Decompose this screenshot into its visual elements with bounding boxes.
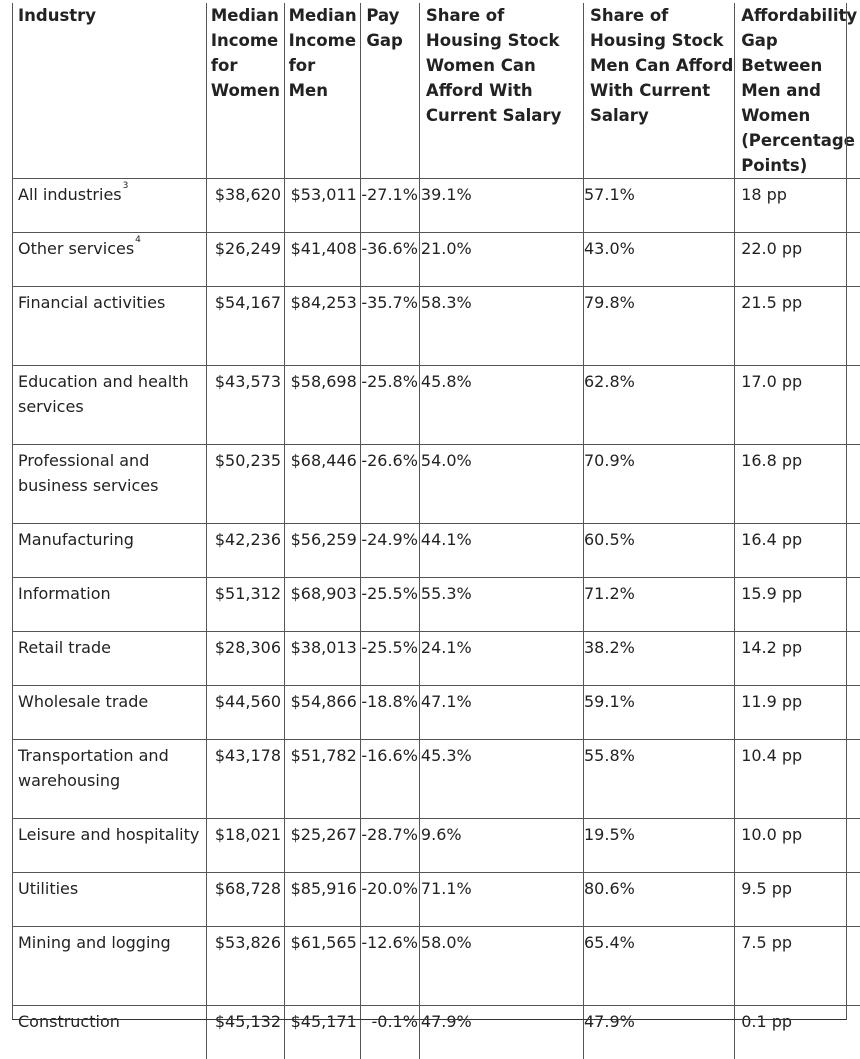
table-row (12, 873, 860, 927)
table-row (12, 686, 860, 740)
share-men-cell-text: 79.8% (584, 293, 635, 312)
pay-gap-cell-text: -25.5% (361, 584, 418, 603)
industry-cell (12, 233, 206, 287)
share-women-cell-text: 21.0% (421, 239, 472, 258)
median-income-women-cell (206, 686, 284, 740)
median-income-men-cell (284, 873, 361, 927)
affordability-gap-cell-text: 9.5 pp (741, 879, 792, 898)
pay-gap-cell (361, 578, 420, 632)
median-income-women-cell-text: $28,306 (215, 638, 281, 657)
median-income-women-cell-text: $54,167 (215, 293, 281, 312)
share-women-cell (419, 873, 583, 927)
share-men-cell (584, 524, 735, 578)
header-share-men: Share of Housing Stock Men Can Afford With Current Salary (584, 3, 735, 179)
industry-cell-text: Mining and logging (18, 933, 171, 952)
median-income-men-cell (284, 524, 361, 578)
median-income-men-cell (284, 445, 361, 524)
affordability-gap-cell-text: 22.0 pp (741, 239, 802, 258)
median-income-men-cell (284, 366, 361, 445)
share-men-cell (584, 632, 735, 686)
table-row (12, 632, 860, 686)
table-row (12, 1006, 860, 1059)
median-income-men-cell-text: $25,267 (291, 825, 357, 844)
share-women-cell (419, 632, 583, 686)
share-men-cell-text: 38.2% (584, 638, 635, 657)
affordability-gap-cell-text: 0.1 pp (741, 1012, 792, 1031)
share-men-cell-text: 62.8% (584, 372, 635, 391)
pay-gap-cell (361, 632, 420, 686)
header-affordability-gap: Affordability Gap Between Men and Women (Percentage Points) (735, 3, 860, 179)
footnote-marker: 4 (135, 235, 141, 245)
median-income-men-cell-text: $56,259 (291, 530, 357, 549)
affordability-gap-cell-text: 7.5 pp (741, 933, 792, 952)
share-women-cell (419, 366, 583, 445)
industry-cell (12, 445, 206, 524)
share-men-cell (584, 233, 735, 287)
median-income-women-cell-text: $50,235 (215, 451, 281, 470)
affordability-gap-cell (735, 686, 860, 740)
affordability-gap-cell-text: 18 pp (741, 185, 787, 204)
industry-cell (12, 366, 206, 445)
pay-gap-cell (361, 927, 420, 1006)
median-income-men-cell (284, 578, 361, 632)
median-income-women-cell (206, 287, 284, 366)
share-women-cell-text: 58.0% (421, 933, 472, 952)
median-income-men-cell-text: $45,171 (291, 1012, 357, 1031)
header-industry: Industry (12, 3, 206, 179)
median-income-men-cell-text: $54,866 (291, 692, 357, 711)
table-row (12, 179, 860, 233)
pay-gap-cell-text: -24.9% (361, 530, 418, 549)
pay-gap-cell-text: -27.1% (361, 185, 418, 204)
pay-gap-cell-text: -35.7% (361, 293, 418, 312)
median-income-women-cell-text: $26,249 (215, 239, 281, 258)
share-women-cell-text: 45.3% (421, 746, 472, 765)
industry-cell (12, 1006, 206, 1059)
share-men-cell (584, 819, 735, 873)
median-income-women-cell-text: $38,620 (215, 185, 281, 204)
median-income-men-cell (284, 686, 361, 740)
share-women-cell (419, 740, 583, 819)
share-women-cell-text: 55.3% (421, 584, 472, 603)
table-header-row (12, 3, 860, 179)
industry-cell (12, 927, 206, 1006)
median-income-men-cell-text: $58,698 (291, 372, 357, 391)
affordability-gap-cell (735, 233, 860, 287)
table-row (12, 819, 860, 873)
median-income-women-cell (206, 1006, 284, 1059)
median-income-men-cell (284, 927, 361, 1006)
affordability-gap-cell-text: 10.0 pp (741, 825, 802, 844)
affordability-gap-cell-text: 21.5 pp (741, 293, 802, 312)
pay-gap-cell (361, 287, 420, 366)
median-income-men-cell (284, 1006, 361, 1059)
share-men-cell-text: 71.2% (584, 584, 635, 603)
housing-affordability-table-container (12, 3, 860, 1059)
median-income-men-cell-text: $41,408 (291, 239, 357, 258)
pay-gap-cell-text: -16.6% (361, 746, 418, 765)
share-men-cell-text: 65.4% (584, 933, 635, 952)
median-income-women-cell-text: $18,021 (215, 825, 281, 844)
table-row (12, 366, 860, 445)
median-income-women-cell-text: $42,236 (215, 530, 281, 549)
pay-gap-cell (361, 740, 420, 819)
median-income-women-cell (206, 179, 284, 233)
share-men-cell-text: 59.1% (584, 692, 635, 711)
pay-gap-cell-text: -25.5% (361, 638, 418, 657)
share-men-cell-text: 80.6% (584, 879, 635, 898)
pay-gap-cell-text: -25.8% (361, 372, 418, 391)
share-men-cell-text: 60.5% (584, 530, 635, 549)
header-pay-gap: Pay Gap (361, 3, 420, 179)
median-income-men-cell (284, 233, 361, 287)
median-income-men-cell-text: $68,903 (291, 584, 357, 603)
table-row (12, 287, 860, 366)
share-women-cell (419, 287, 583, 366)
affordability-gap-cell-text: 17.0 pp (741, 372, 802, 391)
share-women-cell (419, 233, 583, 287)
table-body (12, 179, 860, 1059)
pay-gap-cell-text: -0.1% (372, 1012, 418, 1031)
pay-gap-cell-text: -26.6% (361, 451, 418, 470)
share-women-cell-text: 47.1% (421, 692, 472, 711)
industry-cell (12, 578, 206, 632)
industry-cell (12, 524, 206, 578)
share-men-cell-text: 55.8% (584, 746, 635, 765)
median-income-men-cell (284, 632, 361, 686)
share-men-cell (584, 740, 735, 819)
share-women-cell (419, 179, 583, 233)
industry-cell (12, 819, 206, 873)
affordability-gap-cell-text: 11.9 pp (741, 692, 802, 711)
median-income-women-cell-text: $51,312 (215, 584, 281, 603)
share-women-cell (419, 927, 583, 1006)
pay-gap-cell-text: -12.6% (361, 933, 418, 952)
median-income-men-cell (284, 740, 361, 819)
share-men-cell (584, 179, 735, 233)
affordability-gap-cell (735, 445, 860, 524)
pay-gap-cell-text: -20.0% (361, 879, 418, 898)
industry-cell-text: Retail trade (18, 638, 111, 657)
share-men-cell (584, 927, 735, 1006)
share-women-cell-text: 9.6% (421, 825, 462, 844)
affordability-gap-cell (735, 632, 860, 686)
affordability-gap-cell (735, 287, 860, 366)
pay-gap-cell-text: -18.8% (361, 692, 418, 711)
median-income-men-cell-text: $85,916 (291, 879, 357, 898)
affordability-gap-cell (735, 366, 860, 445)
affordability-gap-cell-text: 16.4 pp (741, 530, 802, 549)
header-median-income-men: Median Income for Men (284, 3, 361, 179)
share-women-cell-text: 39.1% (421, 185, 472, 204)
share-women-cell (419, 819, 583, 873)
affordability-gap-cell-text: 16.8 pp (741, 451, 802, 470)
affordability-gap-cell-text: 14.2 pp (741, 638, 802, 657)
median-income-men-cell-text: $38,013 (291, 638, 357, 657)
median-income-women-cell (206, 366, 284, 445)
pay-gap-cell (361, 179, 420, 233)
share-women-cell (419, 578, 583, 632)
share-men-cell (584, 366, 735, 445)
share-men-cell-text: 19.5% (584, 825, 635, 844)
share-men-cell-text: 47.9% (584, 1012, 635, 1031)
share-women-cell-text: 24.1% (421, 638, 472, 657)
median-income-men-cell-text: $53,011 (291, 185, 357, 204)
industry-cell-text: Other services (18, 239, 134, 258)
median-income-women-cell (206, 445, 284, 524)
share-men-cell (584, 686, 735, 740)
affordability-gap-cell-text: 15.9 pp (741, 584, 802, 603)
median-income-women-cell (206, 873, 284, 927)
share-women-cell (419, 445, 583, 524)
median-income-men-cell-text: $61,565 (291, 933, 357, 952)
table-row (12, 445, 860, 524)
header-share-women: Share of Housing Stock Women Can Afford With Current Salary (419, 3, 583, 179)
header-median-income-women: Median Income for Women (206, 3, 284, 179)
share-men-cell-text: 43.0% (584, 239, 635, 258)
pay-gap-cell (361, 445, 420, 524)
median-income-women-cell (206, 524, 284, 578)
share-women-cell-text: 45.8% (421, 372, 472, 391)
industry-cell (12, 179, 206, 233)
affordability-gap-cell (735, 873, 860, 927)
share-women-cell-text: 58.3% (421, 293, 472, 312)
pay-gap-cell (361, 366, 420, 445)
footnote-marker: 3 (123, 181, 129, 191)
industry-cell (12, 686, 206, 740)
industry-cell-text: Education and health services (18, 372, 189, 416)
median-income-women-cell-text: $68,728 (215, 879, 281, 898)
industry-cell-text: Manufacturing (18, 530, 134, 549)
affordability-gap-cell-text: 10.4 pp (741, 746, 802, 765)
industry-cell-text: Utilities (18, 879, 78, 898)
affordability-gap-cell (735, 179, 860, 233)
industry-cell (12, 740, 206, 819)
table-row (12, 927, 860, 1006)
share-women-cell (419, 524, 583, 578)
median-income-women-cell-text: $45,132 (215, 1012, 281, 1031)
industry-cell (12, 287, 206, 366)
median-income-women-cell-text: $53,826 (215, 933, 281, 952)
median-income-men-cell-text: $84,253 (291, 293, 357, 312)
industry-cell (12, 873, 206, 927)
share-men-cell-text: 57.1% (584, 185, 635, 204)
median-income-men-cell (284, 179, 361, 233)
pay-gap-cell (361, 524, 420, 578)
affordability-gap-cell (735, 1006, 860, 1059)
share-women-cell-text: 44.1% (421, 530, 472, 549)
median-income-men-cell (284, 287, 361, 366)
affordability-gap-cell (735, 819, 860, 873)
housing-affordability-table (12, 3, 860, 1059)
median-income-women-cell (206, 632, 284, 686)
table-row (12, 578, 860, 632)
industry-cell-text: Professional and business services (18, 451, 158, 495)
median-income-women-cell-text: $44,560 (215, 692, 281, 711)
share-men-cell-text: 70.9% (584, 451, 635, 470)
median-income-women-cell (206, 927, 284, 1006)
industry-cell (12, 632, 206, 686)
affordability-gap-cell (735, 578, 860, 632)
share-women-cell-text: 54.0% (421, 451, 472, 470)
share-men-cell (584, 445, 735, 524)
median-income-men-cell-text: $68,446 (291, 451, 357, 470)
industry-cell-text: Transportation and warehousing (18, 746, 169, 790)
affordability-gap-cell (735, 524, 860, 578)
industry-cell-text: Information (18, 584, 111, 603)
median-income-women-cell (206, 578, 284, 632)
pay-gap-cell-text: -36.6% (361, 239, 418, 258)
median-income-women-cell-text: $43,573 (215, 372, 281, 391)
median-income-women-cell (206, 740, 284, 819)
share-women-cell-text: 71.1% (421, 879, 472, 898)
median-income-women-cell-text: $43,178 (215, 746, 281, 765)
pay-gap-cell (361, 819, 420, 873)
median-income-women-cell (206, 819, 284, 873)
median-income-men-cell (284, 819, 361, 873)
share-women-cell (419, 686, 583, 740)
industry-cell-text: Leisure and hospitality (18, 825, 199, 844)
industry-cell-text: Construction (18, 1012, 120, 1031)
table-row (12, 233, 860, 287)
industry-cell-text: Wholesale trade (18, 692, 148, 711)
affordability-gap-cell (735, 740, 860, 819)
share-men-cell (584, 287, 735, 366)
pay-gap-cell (361, 686, 420, 740)
industry-cell-text: All industries (18, 185, 122, 204)
pay-gap-cell (361, 873, 420, 927)
share-women-cell-text: 47.9% (421, 1012, 472, 1031)
affordability-gap-cell (735, 927, 860, 1006)
industry-cell-text: Financial activities (18, 293, 165, 312)
table-row (12, 524, 860, 578)
median-income-women-cell (206, 233, 284, 287)
pay-gap-cell (361, 233, 420, 287)
share-men-cell (584, 873, 735, 927)
median-income-men-cell-text: $51,782 (291, 746, 357, 765)
pay-gap-cell (361, 1006, 420, 1059)
share-women-cell (419, 1006, 583, 1059)
share-men-cell (584, 1006, 735, 1059)
pay-gap-cell-text: -28.7% (361, 825, 418, 844)
share-men-cell (584, 578, 735, 632)
table-row (12, 740, 860, 819)
